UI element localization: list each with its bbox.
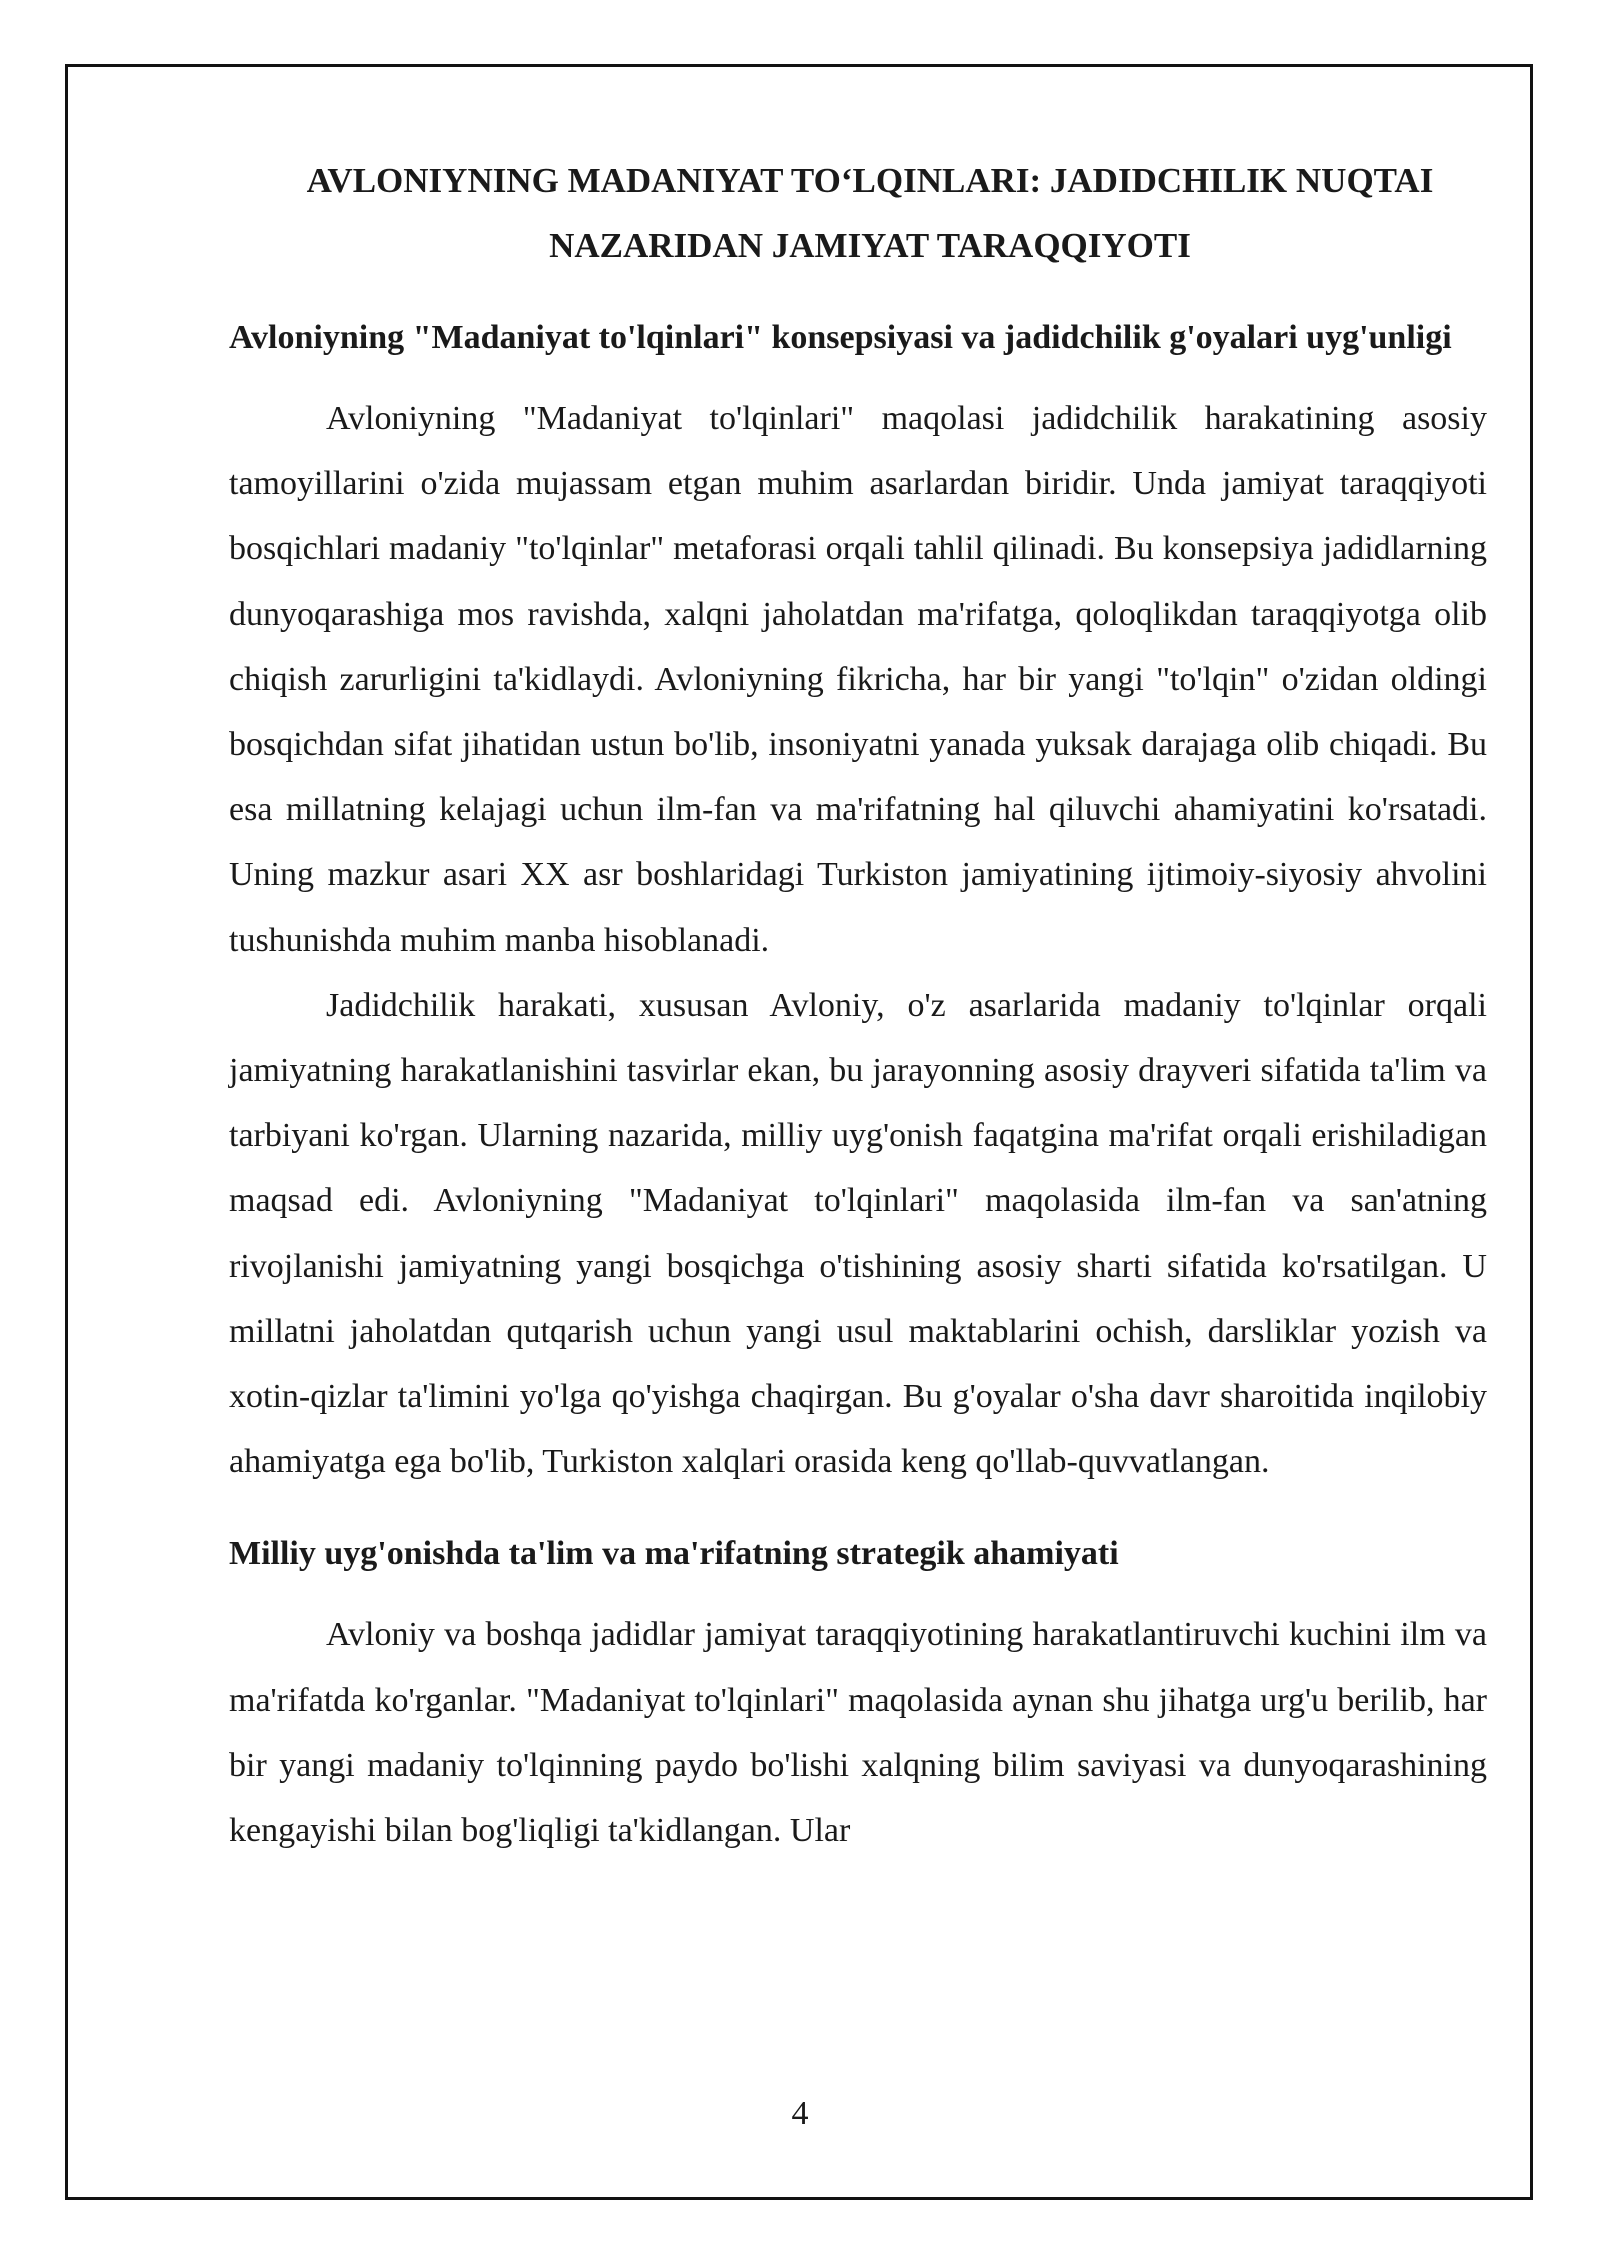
document-title: [229, 148, 1487, 278]
paragraph-3: Avloniy va boshqa jadidlar jamiyat taraqqiyotining harakatlantiruvchi kuchini ilm va ma'rifatda ko'rganlar. "Madaniyat to'lqinlari" maqolasida aynan shu jihatga urg'u berilib, har bir yangi madaniy to'lqinning paydo bo'lishi xalqning bilim saviyasi va dunyoqarashining kengayishi bilan bog'liqligi ta'kidlangan. Ular: [229, 1616, 1487, 1850]
section-heading-2: Milliy uyg'onishda ta'lim va ma'rifatning strategik ahamiyati: [229, 1535, 1119, 1573]
document-title-line-2: NAZARIDAN JAMIYAT TARAQQIYOTI: [549, 226, 1191, 265]
section-heading-1: Avloniyning "Madaniyat to'lqinlari" konsepsiyasi va jadidchilik g'oyalari uyg'unligi: [229, 319, 1452, 356]
page-number: 4: [791, 2095, 809, 2132]
paragraph-1: Avloniyning "Madaniyat to'lqinlari" maqolasi jadidchilik harakatining asosiy tamoyillarini o'zida mujassam etgan muhim asarlardan biridir. Unda jamiyat taraqqiyoti bosqichlari madaniy "to'lqinlar" metaforasi orqali tahlil qilinadi. Bu konsepsiya jadidlarning dunyoqarashiga mos ravishda, xalqni jaholatdan ma'rifatga, qoloqlikdan taraqqiyotga olib chiqish zarurligini ta'kidlaydi. Avloniyning fikricha, har bir yangi "to'lqin" o'zidan oldingi bosqichdan sifat jihatidan ustun bo'lib, insoniyatni yanada yuksak darajaga olib chiqadi. Bu esa millatning kelajagi uchun ilm-fan va ma'rifatning hal qiluvchi ahamiyatini ko'rsatadi. Uning mazkur asari XX asr boshlaridagi Turkiston jamiyatining ijtimoiy-siyosiy ahvolini tushunishda muhim manba hisoblanadi.: [229, 400, 1487, 959]
document-title-line-1: AVLONIYNING MADANIYAT TO‘LQINLARI: JADIDCHILIK NUQTAI: [306, 161, 1434, 200]
paragraph-2: Jadidchilik harakati, xususan Avloniy, o'z asarlarida madaniy to'lqinlar orqali jamiyatning harakatlanishini tasvirlar ekan, bu jarayonning asosiy drayveri sifatida ta'lim va tarbiyani ko'rgan. Ularning nazarida, milliy uyg'onish faqatgina ma'rifat orqali erishiladigan maqsad edi. Avloniyning "Madaniyat to'lqinlari" maqolasida ilm-fan va san'atning rivojlanishi jamiyatning yangi bosqichga o'tishining asosiy sharti sifatida ko'rsatilgan. U millatni jaholatdan qutqarish uchun yangi usul maktablarini ochish, darsliklar yozish va xotin-qizlar ta'limini yo'lga qo'yishga chaqirgan. Bu g'oyalar o'sha davr sharoitida inqilobiy ahamiyatga ega bo'lib, Turkiston xalqlari orasida keng qo'llab-quvvatlangan.: [229, 986, 1487, 1481]
document-body: [229, 148, 1487, 1863]
